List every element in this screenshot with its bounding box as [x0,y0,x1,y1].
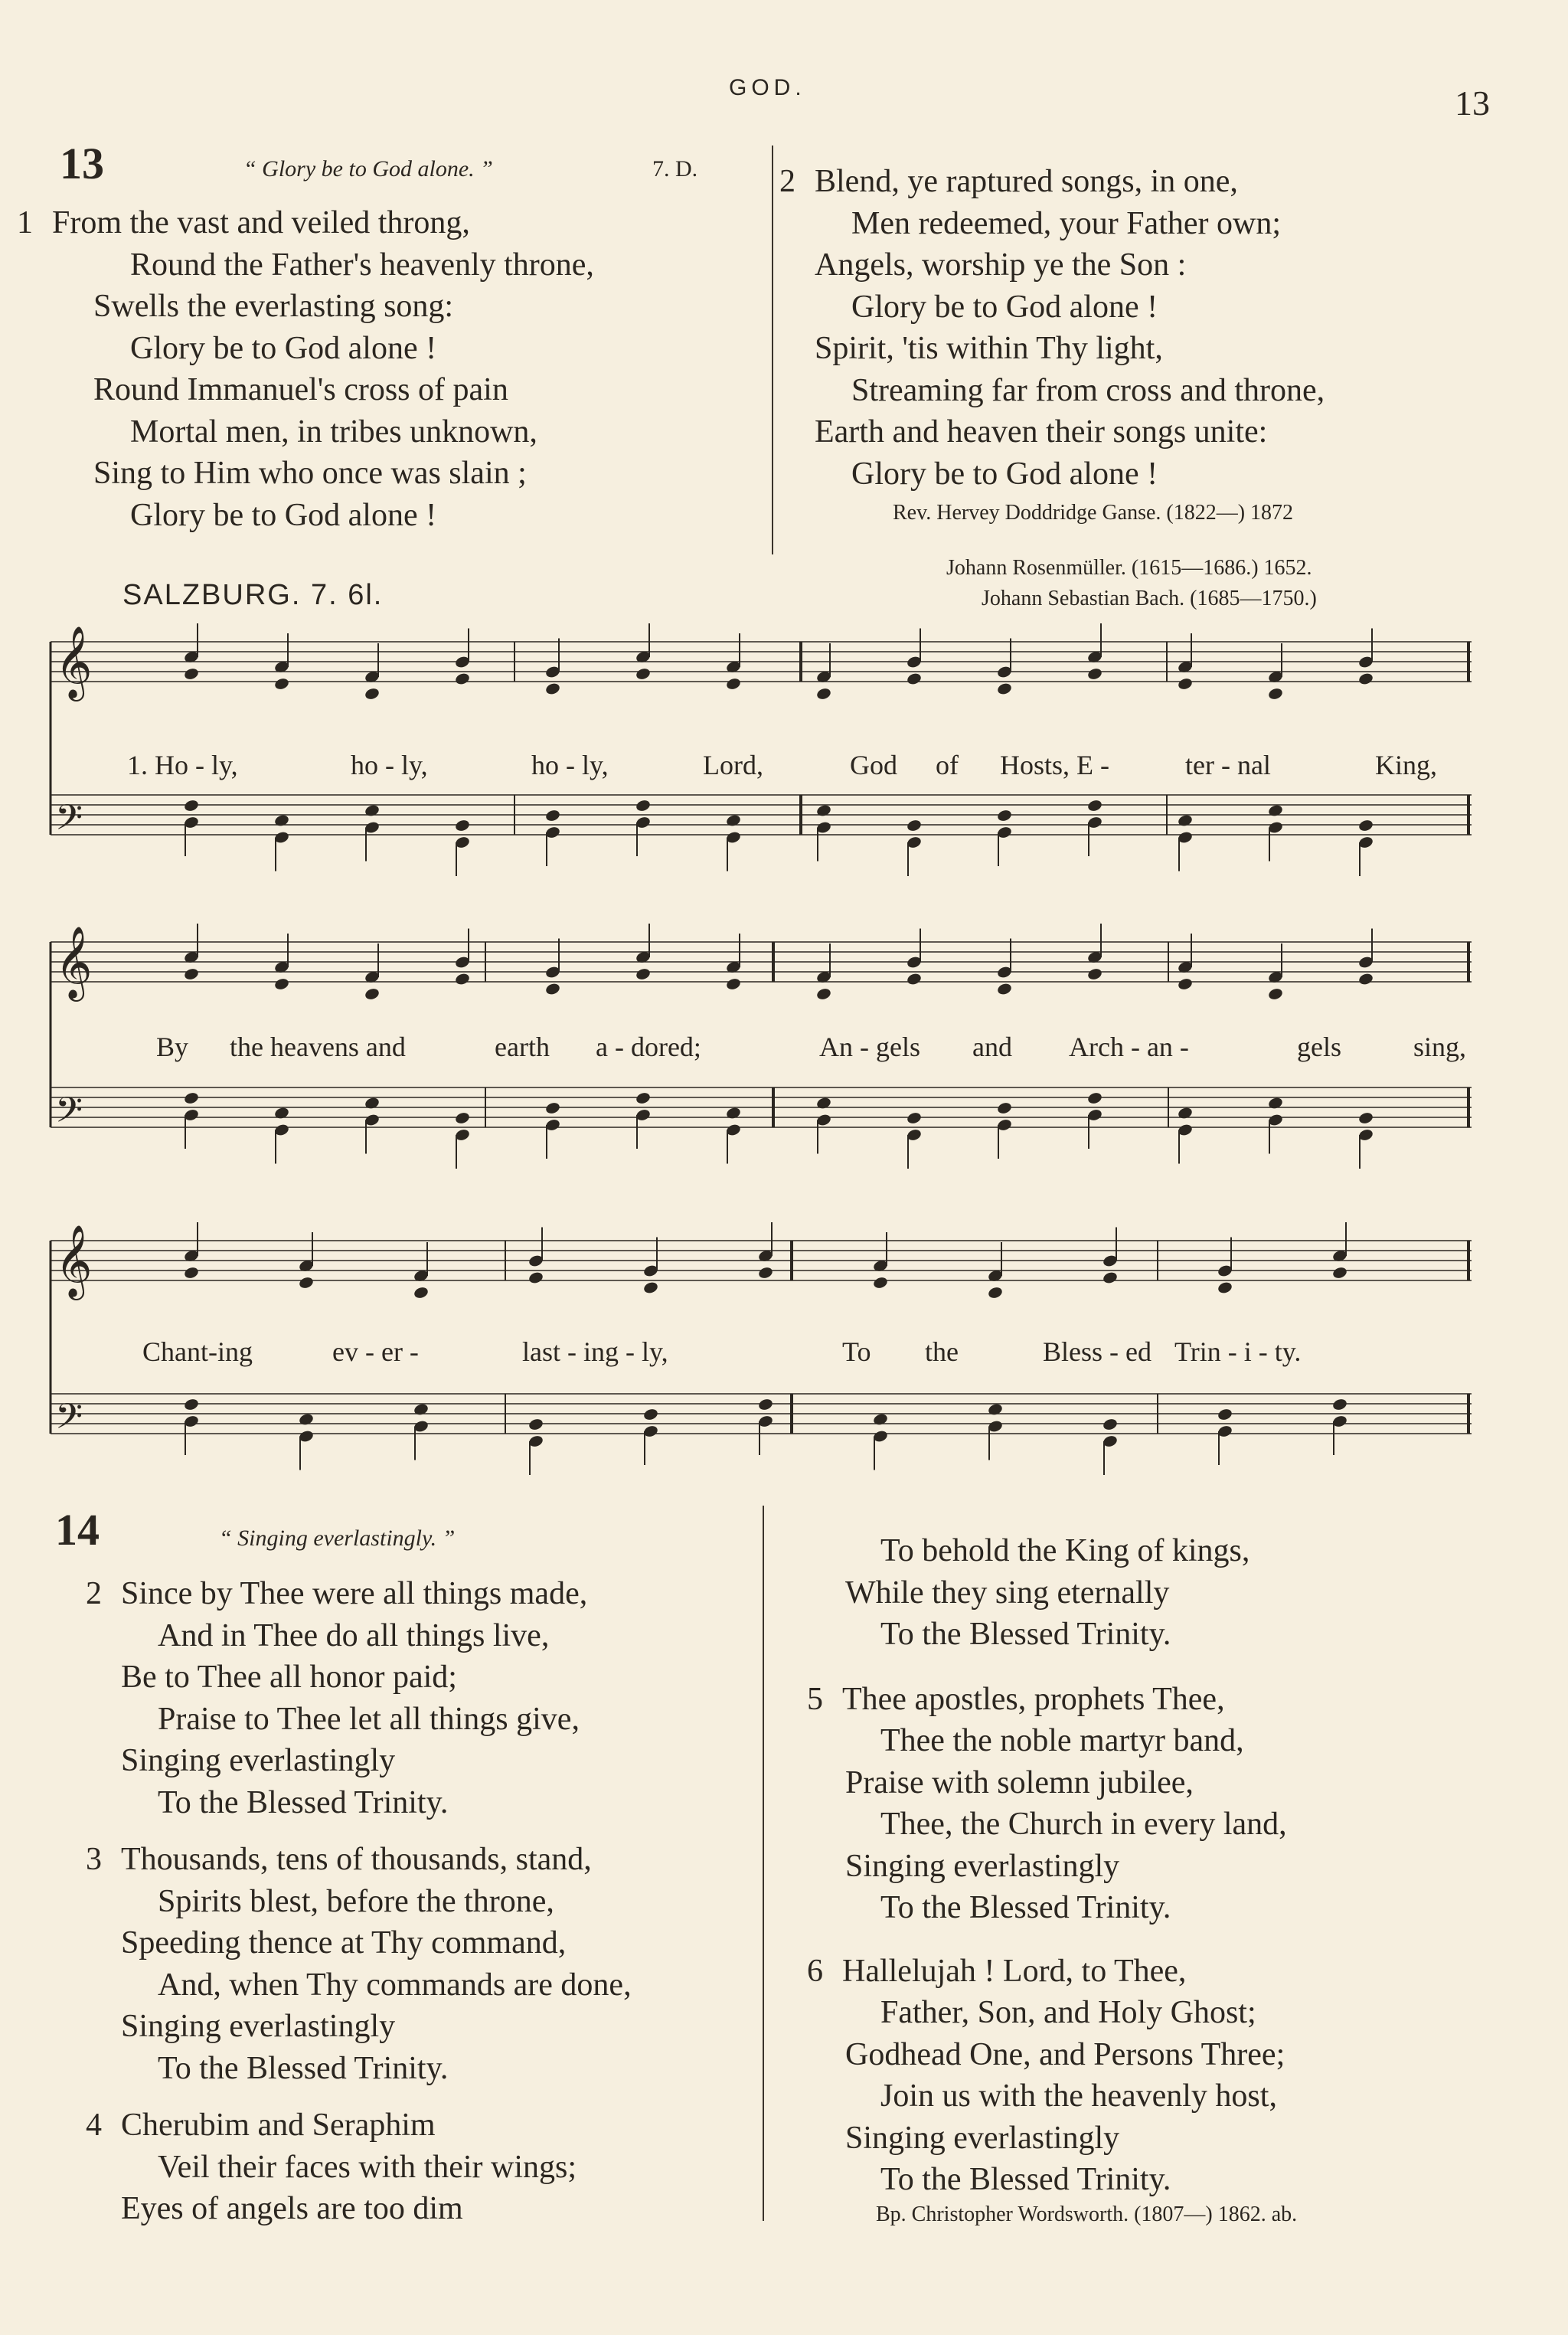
note-head [273,1106,289,1120]
verse-line: Eyes of angels are too dim [121,2191,463,2226]
lyric: ho - ly, [351,750,428,780]
lyric: Trin - i - ty. [1174,1336,1302,1367]
note-head [454,819,470,832]
verse-line: Father, Son, and Holy Ghost; [880,1995,1256,2030]
bass-clef-icon: 𝄢 [55,797,83,847]
lyric: earth [495,1032,550,1062]
note-head [413,1402,429,1416]
verse-line: Veil their faces with their wings; [158,2149,577,2185]
lyric: a - dored; [596,1032,701,1062]
hymn-14-verse-4-continued [807,1530,1287,1656]
verse-line: Praise to Thee let all things give, [158,1701,580,1737]
lyric: By [156,1032,189,1062]
section-title: GOD. [729,75,806,100]
note-head [544,982,560,996]
note-head [183,1091,199,1105]
note-head [815,803,831,817]
note-head [1357,672,1374,685]
note-head [454,972,470,986]
verse-line: Singing everlastingly [121,1743,396,1778]
column-divider [763,1506,764,2221]
note-head [1331,1266,1348,1280]
note-head [364,803,380,817]
verse-line: Thee, the Church in every land, [880,1807,1287,1842]
verse-line: Cherubim and Seraphim [121,2108,436,2143]
note-head [635,799,651,813]
page-number: 13 [1455,83,1490,123]
hymn-14-verse-2 [86,1573,632,1823]
verse-number: 3 [86,1842,102,1877]
verse-line: Glory be to God alone ! [851,456,1158,492]
hymn-14-left-column [86,1573,632,2230]
note-head [1177,677,1193,691]
lyric: Bless - ed [1043,1336,1152,1367]
verse-line: Streaming far from cross and throne, [851,372,1325,408]
note-head [1177,813,1193,827]
note-head [872,1412,888,1426]
verse-line: Hallelujah ! Lord, to Thee, [842,1953,1187,1989]
note-head [642,1280,658,1294]
hymn-14-verse-6 [807,1951,1287,2201]
verse-line: Glory be to God alone ! [130,330,437,366]
verse-line: Singing everlastingly [845,1848,1120,1884]
verse-line: Godhead One, and Persons Three; [845,2036,1285,2072]
note-head [298,1412,314,1426]
note-head [1357,1111,1374,1125]
lyric: last - ing - ly, [522,1336,668,1367]
verse-line: Round the Father's heavenly throne, [130,247,594,283]
note-head [183,1398,199,1411]
note-head [273,677,289,691]
lyric: the heavens and [230,1032,406,1062]
treble-clef-icon: 𝄞 [55,1225,93,1297]
verse-line: Join us with the heavenly host, [880,2078,1277,2114]
note-head [725,677,741,691]
note-head [528,1418,544,1431]
hymn-13-author: Rev. Hervey Doddridge Ganse. (1822—) 1872 [893,501,1294,525]
note-head [183,1266,199,1280]
verse-line: Speeding thence at Thy command, [121,1925,567,1961]
note-head [996,809,1012,822]
verse-line: To the Blessed Trinity. [880,1617,1171,1652]
note-head [1357,819,1374,832]
verse-line: To the Blessed Trinity. [158,1784,449,1820]
note-head [413,1286,429,1300]
note-head [183,799,199,813]
note-head [1357,972,1374,986]
verse-line: Sing to Him who once was slain ; [93,456,527,491]
note-head [544,809,560,822]
lyric: Chant-ing [142,1336,253,1367]
verse-number: 2 [779,164,795,199]
verse-line: Angels, worship ye the Son : [815,247,1187,283]
note-head [1267,1096,1283,1110]
lyric: ev - er - [332,1336,419,1367]
verse-line: Spirits blest, before the throne, [158,1883,554,1919]
hymn-14-verse-4 [86,2104,632,2230]
lyric: Arch - an - [1069,1032,1189,1062]
note-head [725,813,741,827]
verse-line: Be to Thee all honor paid; [121,1660,457,1695]
tune-meter: 7. 6l. [310,579,384,611]
verse-line: Singing everlastingly [121,2009,396,2044]
treble-clef-icon: 𝄞 [55,926,93,999]
composer-2: Johann Sebastian Bach. (1685—1750.) [982,587,1317,610]
note-head [1086,799,1102,813]
note-head [273,977,289,991]
note-head [996,682,1012,695]
lyric: gels [1297,1032,1341,1062]
verse-line: To the Blessed Trinity. [880,1890,1171,1925]
note-head [757,1266,773,1280]
note-head [1086,667,1102,681]
verse-number: 4 [86,2108,102,2143]
lyric: the [925,1336,959,1367]
verse-number: 1 [17,205,33,240]
verse-line: Swells the everlasting song: [93,289,454,324]
hymn-14-verse-5 [807,1679,1287,1929]
verse-line: Earth and heaven their songs unite: [815,414,1268,450]
note-head [454,1111,470,1125]
note-head [815,987,831,1001]
note-head [183,667,199,681]
verse-line: Glory be to God alone ! [130,497,437,533]
verse-line: Singing everlastingly [845,2120,1120,2156]
verse-line: And, when Thy commands are done, [158,1967,632,2003]
bass-clef-icon: 𝄢 [55,1396,83,1446]
verse-line: Spirit, 'tis within Thy light, [815,331,1163,366]
note-head [1177,1106,1193,1120]
verse-line: Since by Thee were all things made, [121,1576,588,1611]
note-head [364,687,380,701]
verse-number: 5 [807,1681,823,1717]
lyric: To [842,1336,871,1367]
note-head [454,672,470,685]
lyric: Hosts, E - [1000,750,1109,780]
lyric: 1. Ho - ly, [127,750,238,780]
verse-number: 6 [807,1953,823,1989]
note-head [183,967,199,981]
verse-line: Thee apostles, prophets Thee, [842,1681,1225,1717]
note-head [528,1271,544,1284]
note-head [1267,987,1283,1001]
note-head [1331,1398,1348,1411]
note-head [906,972,922,986]
verse-number: 2 [86,1576,102,1611]
lyric: and [972,1032,1012,1062]
note-head [298,1276,314,1290]
hymn-13-meter: 7. D. [652,156,698,182]
note-head [635,667,651,681]
note-head [273,813,289,827]
lyric: Lord, [703,750,763,780]
note-head [815,1096,831,1110]
hymn-13-motto: “ Glory be to God alone. ” [243,156,493,182]
note-head [1177,977,1193,991]
note-head [987,1402,1003,1416]
note-head [906,819,922,832]
note-head [642,1408,658,1421]
verse-line: Thee the noble martyr band, [880,1723,1244,1758]
note-head [906,1111,922,1125]
note-head [1217,1408,1233,1421]
verse-line: To behold the King of kings, [880,1533,1250,1568]
verse-line: While they sing eternally [845,1575,1170,1611]
lyric: ho - ly, [531,750,609,780]
note-head [987,1286,1003,1300]
verse-line: To the Blessed Trinity. [880,2162,1171,2197]
hymn-13-number: 13 [60,139,104,188]
note-head [1086,967,1102,981]
verse-line: Blend, ye raptured songs, in one, [815,164,1238,199]
verse-line: Round Immanuel's cross of pain [93,372,508,407]
verse-line: Mortal men, in tribes unknown, [130,414,537,450]
note-head [996,1101,1012,1115]
note-head [1086,1091,1102,1105]
note-head [544,1101,560,1115]
note-head [364,987,380,1001]
lyric: sing, [1413,1032,1467,1062]
note-head [725,1106,741,1120]
note-head [725,977,741,991]
note-head [1102,1418,1118,1431]
verse-line: Men redeemed, your Father own; [851,205,1281,241]
verse-line: From the vast and veiled throng, [52,205,470,240]
hymn-14-number: 14 [55,1505,100,1555]
lyric: God [850,750,897,780]
composer-1: Johann Rosenmüller. (1615—1686.) 1652. [946,556,1312,580]
hymn-14-motto: “ Singing everlastingly. ” [219,1526,456,1551]
lyric: King, [1375,750,1437,780]
note-head [872,1276,888,1290]
note-head [757,1398,773,1411]
note-head [1267,803,1283,817]
verse-line: To the Blessed Trinity. [158,2050,449,2086]
verse-line: And in Thee do all things live, [158,1617,550,1653]
verse-line: Glory be to God alone ! [851,289,1158,325]
treble-clef-icon: 𝄞 [55,626,93,698]
note-head [906,672,922,685]
note-head [635,1091,651,1105]
note-head [364,1096,380,1110]
note-head [544,682,560,695]
note-head [1267,687,1283,701]
note-head [996,982,1012,996]
hymn-14-right-column [807,1530,1287,2201]
lyric: ter - nal [1185,750,1271,780]
tune-title: SALZBURG. [122,579,302,611]
hymn-14-author: Bp. Christopher Wordsworth. (1807—) 1862. ab. [876,2203,1298,2226]
lyric: of [936,750,959,780]
note-head [1102,1271,1118,1284]
verse-line: Praise with solemn jubilee, [845,1764,1194,1800]
hymn-14-verse-3 [86,1839,632,2089]
note-head [815,687,831,701]
note-head [1217,1280,1233,1294]
lyric: An - gels [819,1032,920,1062]
verse-line: Thousands, tens of thousands, stand, [121,1842,592,1877]
bass-clef-icon: 𝄢 [55,1090,83,1140]
note-head [635,967,651,981]
